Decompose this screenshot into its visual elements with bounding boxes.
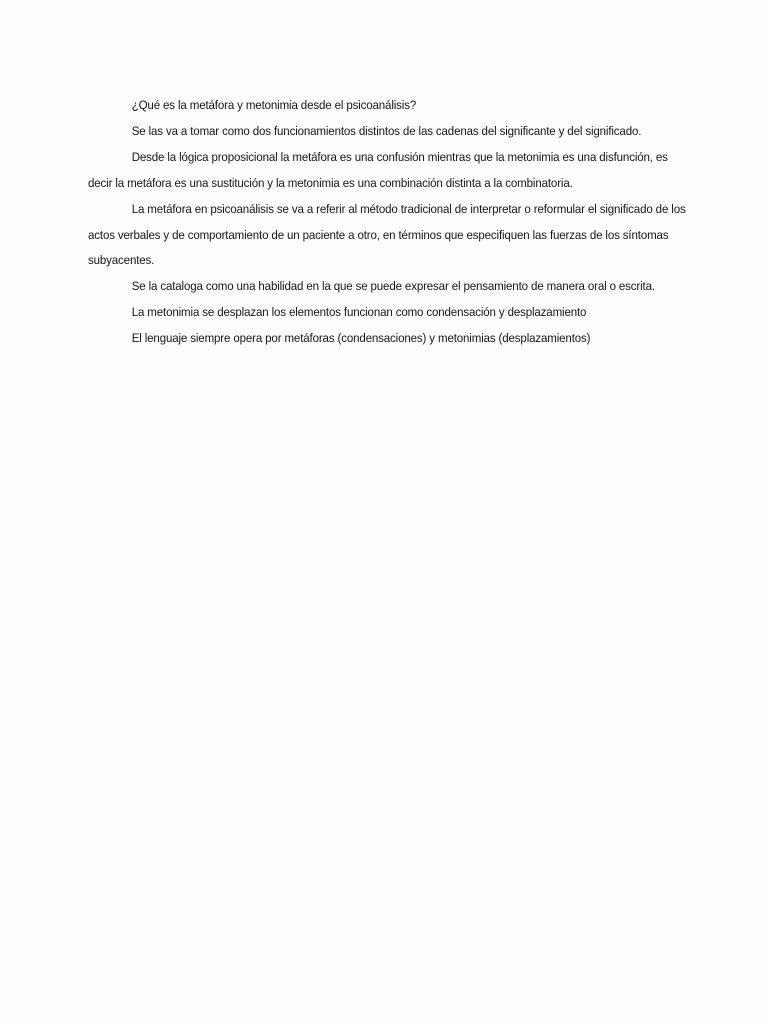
document-page — [88, 93, 688, 352]
paragraph-propositional-logic: Desde la lógica proposicional la metáfora es una confusión mientras que la metonimia es una disfunción, es decir la metáfora es una sustitución y la metonimia es una combinación distinta a la combinatoria. — [88, 149, 668, 190]
paragraph-metaphor-psychoanalysis: La metáfora en psicoanálisis se va a referir al método tradicional de interpretar o reformular el significado de los actos verbales y de comportamiento de un paciente a otro, en términos que especifiquen las fuerzas de los síntomas subyacentes. — [88, 201, 686, 268]
paragraph-chains: Se las va a tomar como dos funcionamientos distintos de las cadenas del significante y del significado. — [131, 123, 642, 138]
paragraph-question: ¿Qué es la metáfora y metonimia desde el psicoanálisis? — [131, 98, 417, 112]
paragraph-language: El lenguaje siempre opera por metáforas (condensaciones) y metonimias (desplazamientos) — [131, 331, 591, 346]
paragraph-metonymy: La metonimia se desplazan los elementos funcionan como condensación y desplazamiento — [131, 305, 587, 320]
paragraph-ability: Se la cataloga como una habilidad en la que se puede expresar el pensamiento de manera oral o escrita. — [131, 279, 655, 294]
